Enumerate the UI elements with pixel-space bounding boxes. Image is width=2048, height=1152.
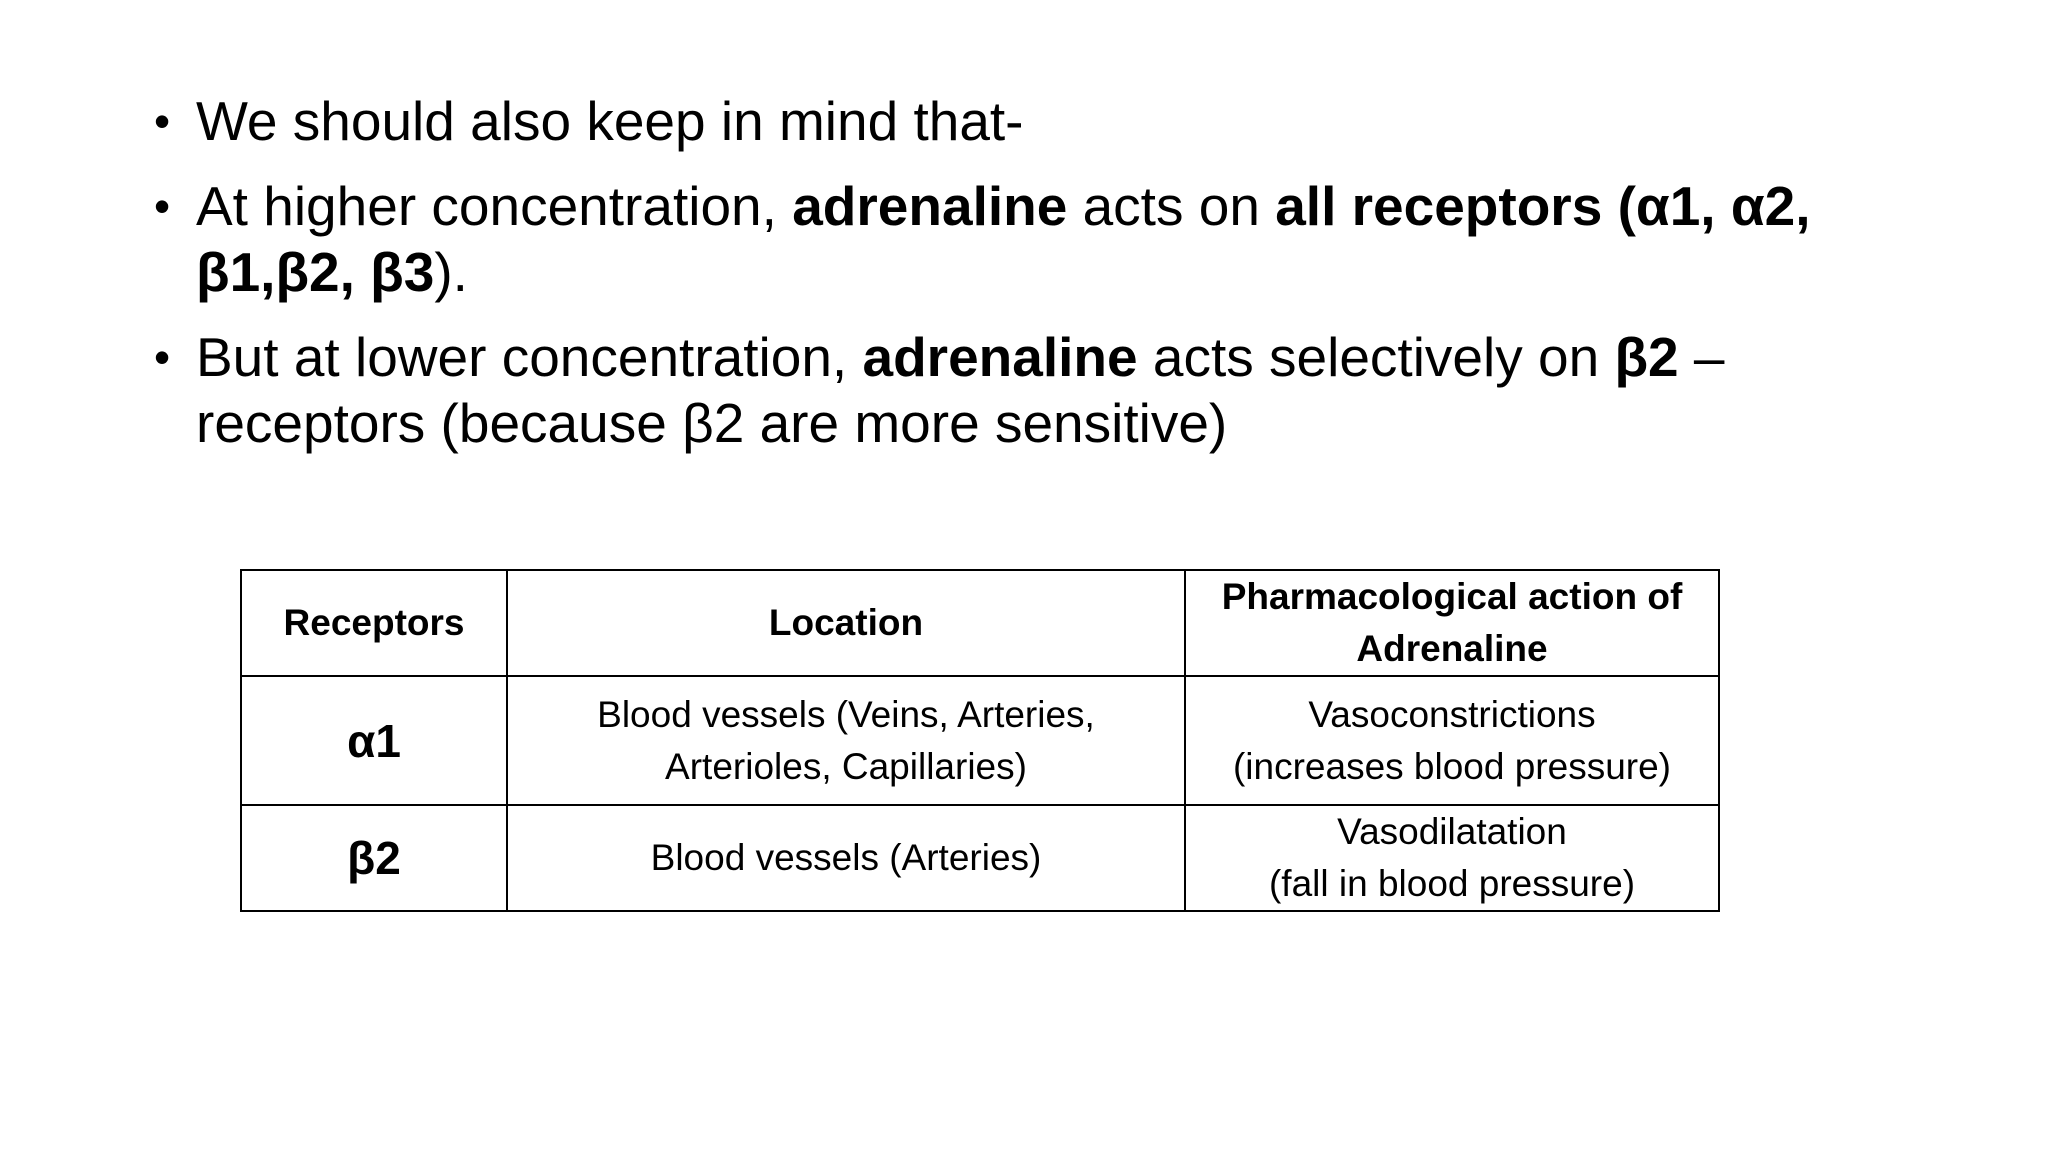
table-row xyxy=(241,676,1719,805)
bullet-text-bold: adrenaline xyxy=(792,175,1068,237)
bullet-text-bold: adrenaline xyxy=(862,326,1138,388)
bullet-text: At higher concentration, xyxy=(196,175,793,237)
location-cell xyxy=(507,676,1185,805)
header-receptors-label: Receptors xyxy=(283,602,465,643)
bullet-item xyxy=(148,88,1868,154)
header-receptors xyxy=(241,570,507,676)
bullet-text: But at lower concentration, xyxy=(196,326,863,388)
receptor-cell xyxy=(241,805,507,911)
bullet-text: We should also keep in mind that- xyxy=(196,90,1024,152)
action-cell xyxy=(1185,805,1719,911)
header-action xyxy=(1185,570,1719,676)
bullet-text: acts on xyxy=(1067,175,1276,237)
receptor-table xyxy=(240,569,1720,912)
bullet-text: acts selectively on xyxy=(1137,326,1615,388)
bullet-dot-icon: • xyxy=(154,95,171,147)
bullet-item xyxy=(148,173,1868,305)
action-cell xyxy=(1185,676,1719,805)
receptor-label: α1 xyxy=(347,714,401,767)
bullet-text-bold: all receptors (α1, α2, β1,β2, β3 xyxy=(196,175,1811,303)
location-text: Blood vessels (Arteries) xyxy=(650,837,1042,878)
receptor-table-container xyxy=(240,569,1720,912)
table-header-row xyxy=(241,570,1719,676)
receptor-label: β2 xyxy=(347,832,401,884)
bullet-text-bold: β2 xyxy=(1614,326,1679,388)
bullet-dot-icon: • xyxy=(154,180,171,232)
header-action-label: Adrenaline xyxy=(1356,628,1548,669)
header-location xyxy=(507,570,1185,676)
table-row xyxy=(241,805,1719,911)
location-text: Arterioles, Capillaries) xyxy=(665,745,1027,787)
bullet-text: ). xyxy=(434,241,468,303)
action-text: Vasodilatation xyxy=(1337,811,1567,852)
location-cell xyxy=(507,805,1185,911)
header-location-label: Location xyxy=(768,602,924,643)
action-text: (increases blood pressure) xyxy=(1232,745,1672,787)
bullet-list xyxy=(148,88,1868,475)
action-text: Vasoconstrictions xyxy=(1308,693,1596,735)
bullet-text: – receptors (because β2 are more sensitive) xyxy=(196,326,1725,454)
action-text: (fall in blood pressure) xyxy=(1268,863,1636,904)
receptor-cell xyxy=(241,676,507,805)
header-action-label: Pharmacological action of xyxy=(1221,576,1683,617)
location-text: Blood vessels (Veins, Arteries, xyxy=(597,693,1095,735)
bullet-dot-icon: • xyxy=(154,331,171,383)
bullet-item xyxy=(148,324,1868,456)
